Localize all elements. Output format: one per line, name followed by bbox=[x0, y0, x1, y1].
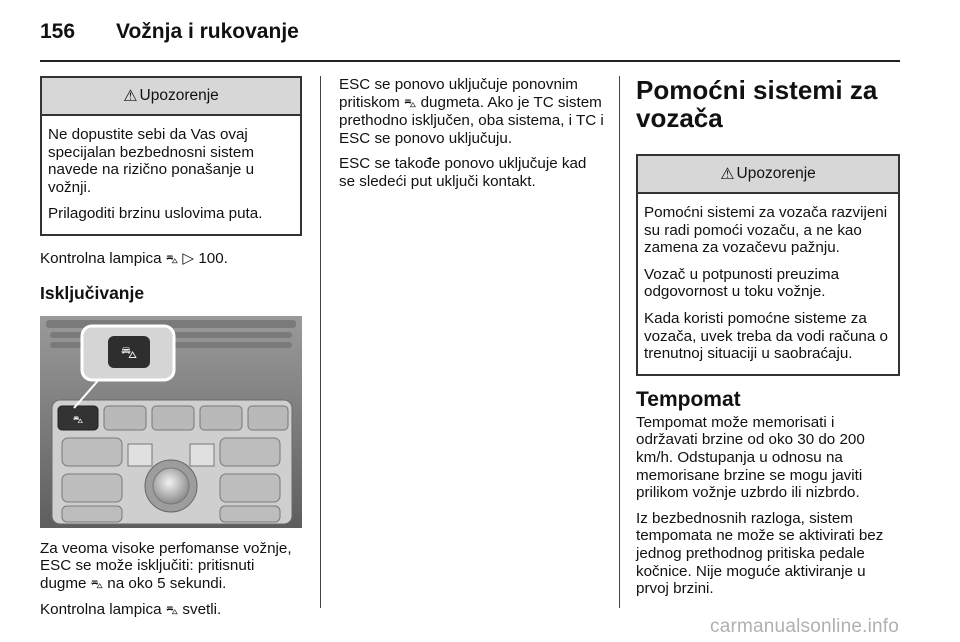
esc-on-paragraph bbox=[339, 76, 605, 147]
page-number: 156 bbox=[40, 20, 76, 43]
esc-on-text: ESC se ponovo uključuje ponovnim pritiskom bbox=[339, 76, 578, 111]
esc-off-icon: ⛍ bbox=[90, 576, 104, 591]
section-title: Vožnja i rukovanje bbox=[116, 20, 299, 43]
warning-header bbox=[638, 156, 898, 194]
esc-off-instructions bbox=[40, 540, 302, 594]
watermark: carmanualsonline.info bbox=[710, 616, 900, 637]
column-1 bbox=[40, 76, 302, 628]
esc-off-text: Za veoma visoke perfomanse vožnje, ESC se može isključiti: pritisnuti dugme bbox=[40, 539, 292, 592]
warning-title: Upozorenje bbox=[736, 165, 816, 182]
warning-triangle-icon: ⚠ bbox=[720, 166, 735, 183]
warning-body bbox=[638, 194, 898, 374]
center-console-illustration bbox=[40, 316, 302, 528]
warning-text-1: Ne dopustite sebi da Vas ovaj specijalan bezbednosni sistem navede na rizično ponašanje u vožnji. bbox=[48, 126, 255, 196]
esc-off-icon: ⛍ bbox=[165, 603, 179, 618]
warning-header bbox=[42, 78, 300, 116]
control-lamp-on bbox=[40, 601, 302, 620]
section-heading: Pomoćni sistemi za vozača bbox=[636, 75, 878, 133]
warning-box bbox=[636, 154, 900, 376]
warning-text-2: Vozač u potpunosti preuzima odgovornost u toku vožnje. bbox=[644, 265, 840, 301]
subheading-cruise: Tempomat bbox=[636, 387, 741, 411]
cruise-paragraph-2: Iz bezbednosnih razloga, sistem tempomata ne može se aktivirati bez jednog prethodnog pritiska pedale kočnice. Nije moguće aktiviranje u prvoj brzini. bbox=[636, 509, 884, 598]
control-lamp-line bbox=[40, 250, 302, 269]
column-divider bbox=[320, 76, 321, 608]
warning-text-3: Kada koristi pomoćne sisteme za vozača, uvek treba da vodi računa o trenutnoj situaciji u saobraćaju. bbox=[644, 309, 888, 363]
warning-triangle-icon: ⚠ bbox=[123, 88, 138, 105]
warning-box bbox=[40, 76, 302, 236]
page-reference-arrow-icon: ▷ bbox=[182, 249, 195, 267]
esc-off-text-end: na oko 5 sekundi. bbox=[107, 574, 227, 592]
column-divider bbox=[619, 76, 620, 608]
warning-title: Upozorenje bbox=[139, 87, 219, 104]
page-header bbox=[40, 18, 900, 62]
esc-on-text-end: dugmeta. Ako je TC sistem prethodno isključen, oba sistema, i TC i ESC se ponovo uključuju. bbox=[339, 93, 604, 147]
subheading-off: Isključivanje bbox=[40, 282, 145, 303]
svg-text:⛍: ⛍ bbox=[72, 414, 84, 426]
warning-text-1: Pomoćni sistemi za vozača razvijeni su radi pomoći vozaču, a ne kao zamena za vozačevu pažnju. bbox=[644, 204, 888, 257]
esc-off-icon: ⛍ bbox=[165, 251, 179, 266]
column-3 bbox=[636, 76, 900, 606]
header-rule bbox=[40, 60, 900, 62]
warning-text-2: Prilagoditi brzinu uslovima puta. bbox=[48, 205, 263, 223]
column-2 bbox=[339, 76, 605, 199]
lamp-on-text: Kontrolna lampica bbox=[40, 601, 162, 619]
lamp-text: Kontrolna lampica bbox=[40, 249, 162, 267]
svg-text:⛍: ⛍ bbox=[120, 342, 138, 362]
cruise-paragraph-1: Tempomat može memorisati i održavati brzine od oko 30 do 200 km/h. Odstupanja u odnosu na memorisane brzine se mogu javiti prilikom vožnje uzbrdo ili nizbrdo. bbox=[636, 413, 865, 502]
esc-off-icon: ⛍ bbox=[404, 95, 417, 110]
lamp-on-text-end: svetli. bbox=[182, 601, 222, 619]
console-photo bbox=[40, 316, 302, 528]
lamp-page-ref: 100. bbox=[198, 249, 228, 267]
warning-body bbox=[42, 116, 300, 234]
esc-ignition-paragraph: ESC se takođe ponovo uključuje kad se sledeći put uključi kontakt. bbox=[339, 155, 587, 190]
